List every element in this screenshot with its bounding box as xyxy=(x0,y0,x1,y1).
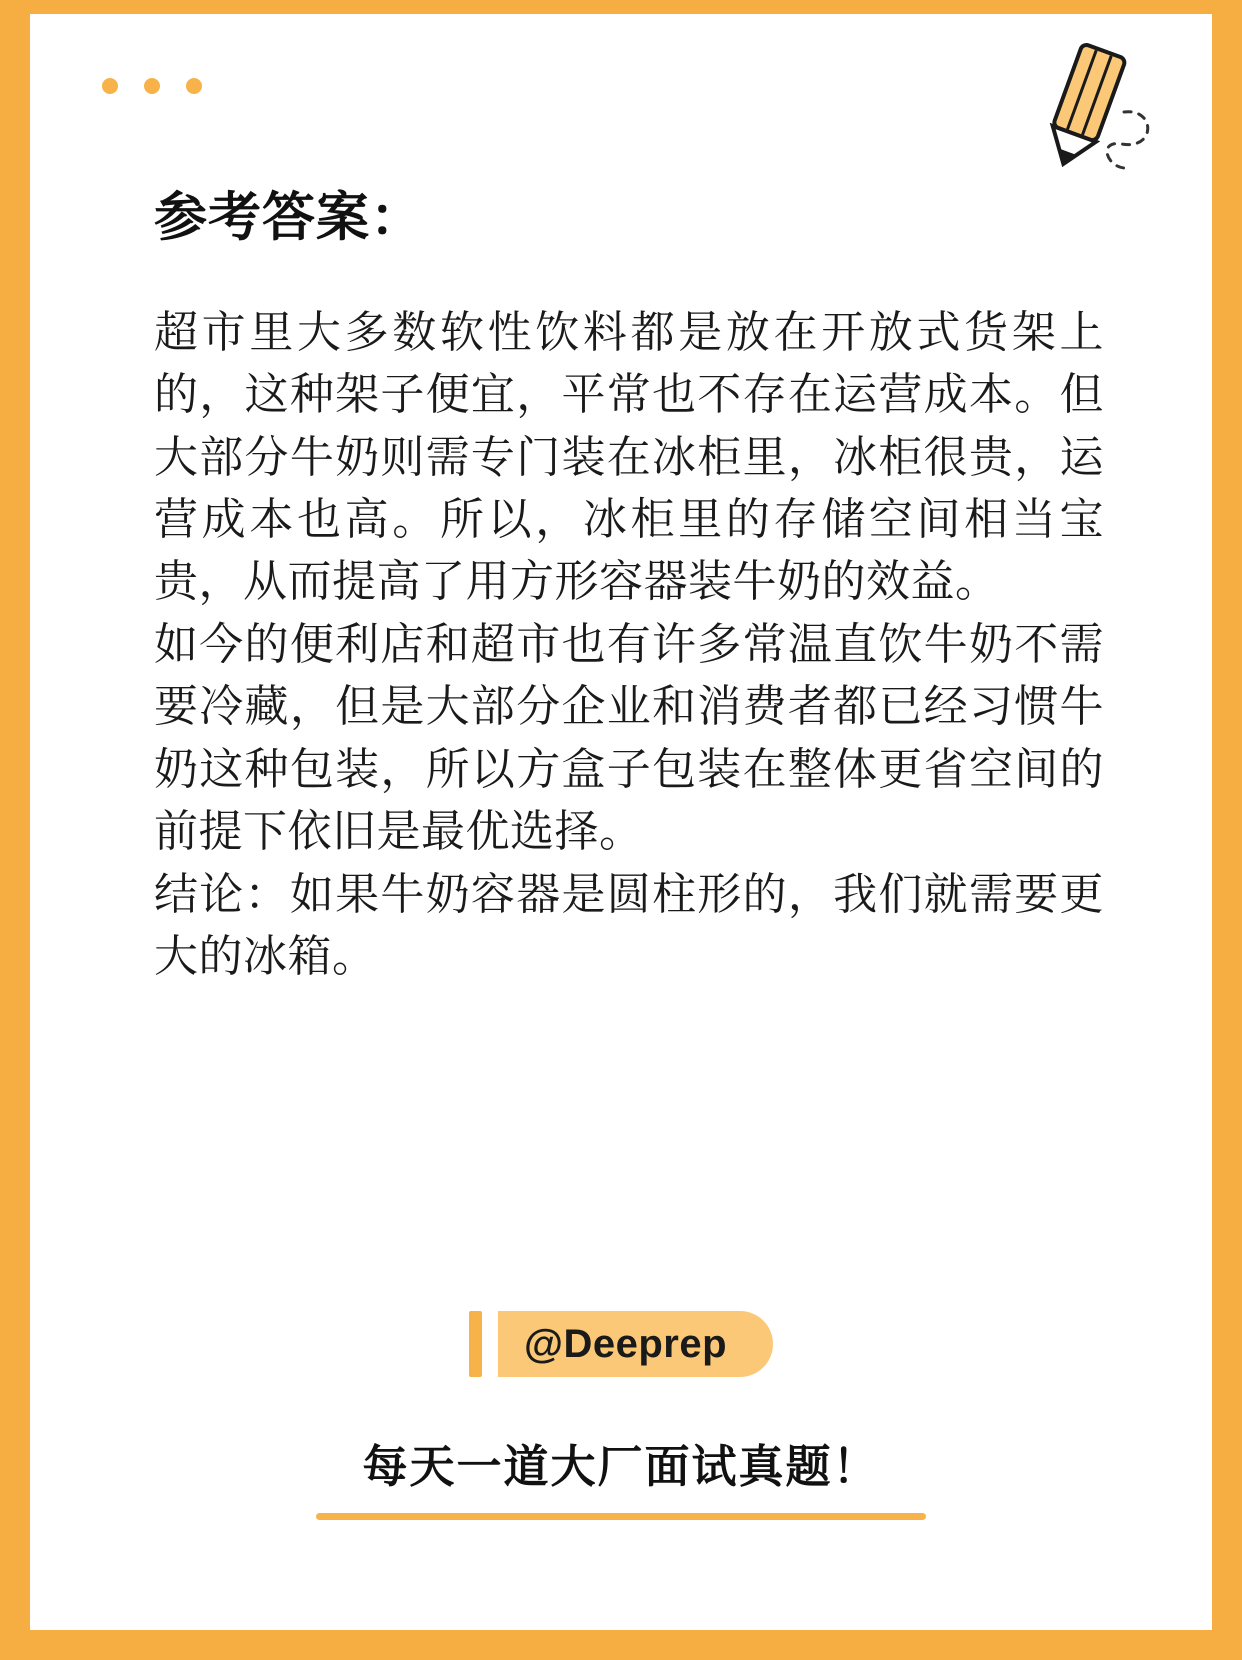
answer-content xyxy=(154,186,1104,989)
pencil-icon xyxy=(1006,38,1156,178)
decorative-dots xyxy=(102,78,202,94)
author-handle-badge[interactable] xyxy=(469,1311,773,1377)
card-footer xyxy=(30,1311,1212,1520)
dot-1 xyxy=(102,78,118,94)
answer-paragraph-1: 超市里大多数软性饮料都是放在开放式货架上的，这种架子便宜，平常也不存在运营成本。但大部分牛奶则需专门装在冰柜里，冰柜很贵，运营成本也高。所以，冰柜里的存储空间相当宝贵，从而提高了用方形容器装牛奶的效益。 xyxy=(154,307,1104,607)
answer-paragraph-3: 结论：如果牛奶容器是圆柱形的，我们就需要更大的冰箱。 xyxy=(154,869,1104,982)
handle-label: @Deeprep xyxy=(498,1311,773,1377)
tagline-underline xyxy=(316,1513,926,1520)
handle-accent-bar xyxy=(469,1311,482,1377)
page-title: 参考答案： xyxy=(154,188,424,247)
dot-3 xyxy=(186,78,202,94)
footer-tagline: 每天一道大厂面试真题！ xyxy=(362,1441,880,1492)
answer-card xyxy=(30,14,1212,1630)
dot-2 xyxy=(144,78,160,94)
answer-paragraph-2: 如今的便利店和超市也有许多常温直饮牛奶不需要冷藏，但是大部分企业和消费者都已经习惯牛奶这种包装，所以方盒子包装在整体更省空间的前提下依旧是最优选择。 xyxy=(154,619,1104,857)
